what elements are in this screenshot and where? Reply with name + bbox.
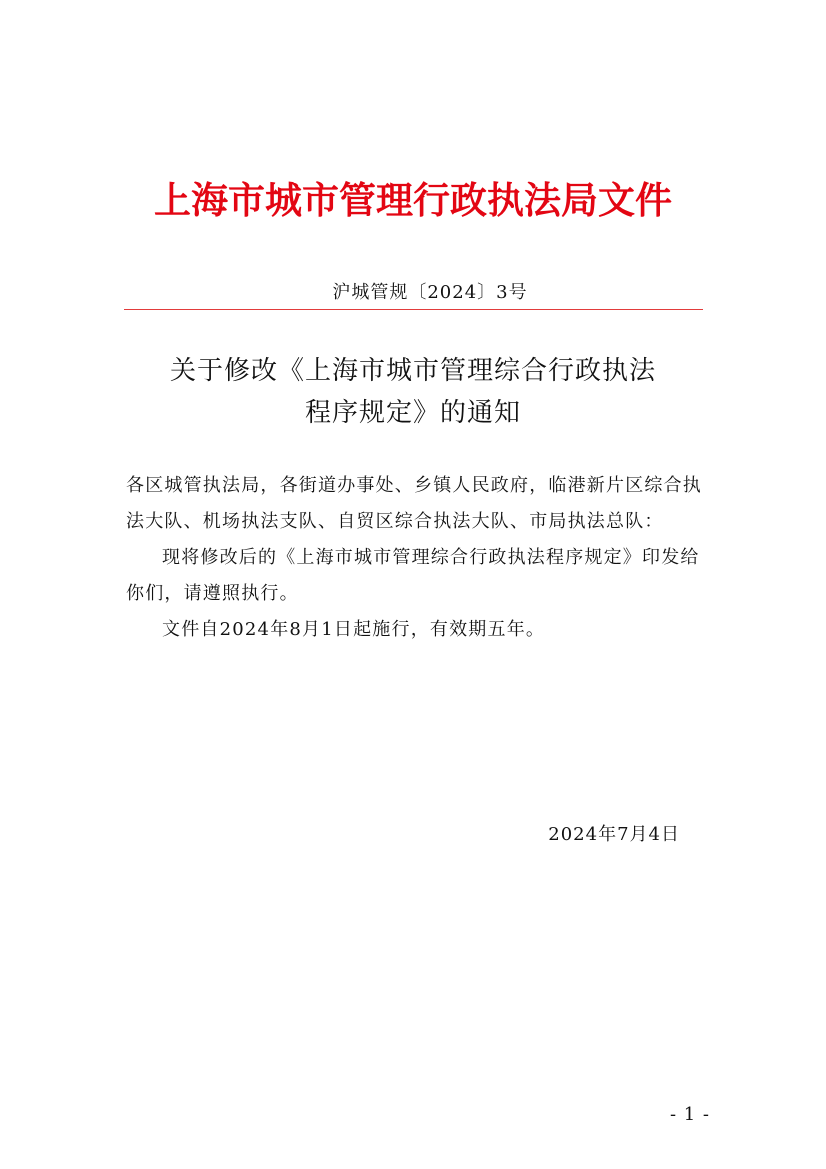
document-title-line-2: 程序规定》的通知 bbox=[304, 398, 521, 428]
document-title bbox=[110, 350, 716, 434]
document-number: 沪城管规〔2024〕3号 bbox=[332, 282, 528, 303]
masthead-issuer: 上海市城市管理行政执法局文件 bbox=[154, 179, 672, 222]
document-title-line-1: 关于修改《上海市城市管理综合行政执法 bbox=[169, 356, 656, 386]
signature-date: 2024年7月4日 bbox=[548, 824, 680, 845]
red-divider-rule bbox=[124, 309, 703, 310]
addressees-paragraph: 各区城管执法局，各街道办事处、乡镇人民政府，临港新片区综合执法大队、机场执法支队、自贸区综合执法大队、市局执法总队： bbox=[126, 475, 702, 532]
body-paragraph-2: 文件自2024年8月1日起施行，有效期五年。 bbox=[162, 619, 546, 640]
page-number: - 1 - bbox=[669, 1104, 710, 1125]
body-paragraph-1: 现将修改后的《上海市城市管理综合行政执法程序规定》印发给你们，请遵照执行。 bbox=[126, 547, 700, 604]
document-body bbox=[126, 468, 706, 648]
